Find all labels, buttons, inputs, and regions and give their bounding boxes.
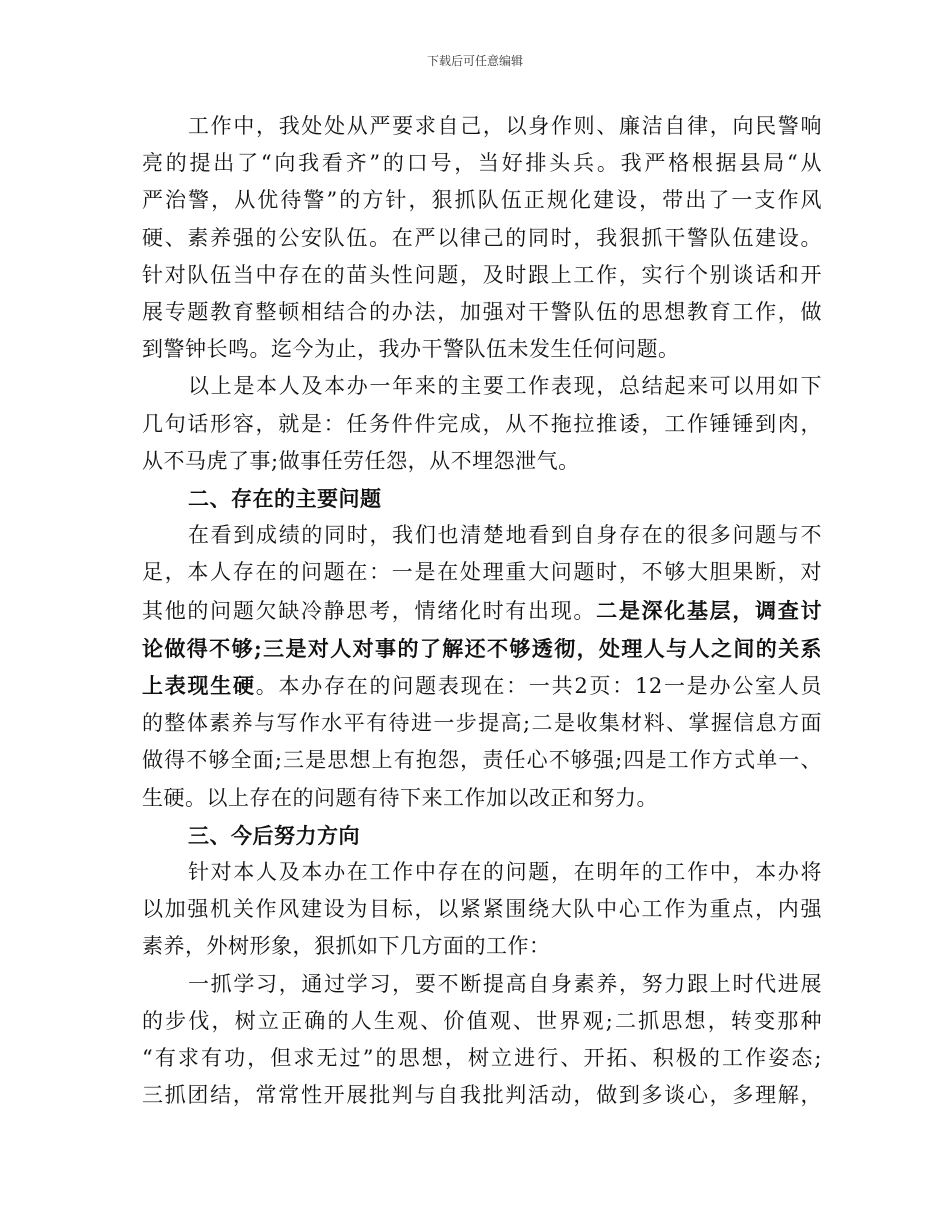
paragraph-line: 三抓团结，常常性开展批判与自我批判活动，做到多谈心，多理解， — [142, 1083, 822, 1108]
paragraph-line — [142, 667, 822, 705]
paragraph-line — [142, 592, 822, 630]
paragraph-line: 到警钟长鸣。迄今为止，我办干警队伍未发生任何问题。 — [142, 337, 680, 362]
paragraph-line: 针对队伍当中存在的苗头性问题，及时跟上工作，实行个别谈话和开 — [142, 262, 822, 287]
paragraph-line: 足，本人存在的问题在：一是在处理重大问题时，不够大胆果断，对 — [142, 560, 822, 585]
paragraph-line: 一抓学习，通过学习，要不断提高自身素养，努力跟上时代进展 — [188, 971, 822, 996]
paragraph-line: 亮的提出了“向我看齐”的口号，当好排头兵。我严格根据县局“从 — [142, 151, 822, 176]
paragraph-line: 展专题教育整顿相结合的办法，加强对干警队伍的思想教育工作，做 — [142, 300, 822, 325]
bold-text: 二是深化基层，调查讨 — [596, 597, 823, 623]
paragraph-line: 生硬。以上存在的问题有待下来工作加以改正和努力。 — [142, 785, 658, 810]
paragraph-line: 的步伐，树立正确的人生观、价值观、世界观;二抓思想，转变那种 — [142, 1008, 822, 1033]
paragraph-text: 其他的问题欠缺冷静思考，情绪化时有出现。 — [142, 598, 597, 623]
section-heading: 二、存在的主要问题 — [188, 486, 382, 512]
paragraph-line: 的整体素养与写作水平有待进一步提高;二是收集材料、掌握信息方面 — [142, 711, 822, 736]
paragraph-text: 。本办存在的问题表现在：一共2页：12一是办公室人员 — [255, 674, 822, 699]
bold-text: 上表现生硬 — [142, 673, 256, 699]
paragraph-line: 以上是本人及本办一年来的主要工作表现，总结起来可以用如下 — [188, 374, 822, 399]
section-heading: 三、今后努力方向 — [188, 822, 360, 848]
paragraph-line: 素养，外树形象，狠抓如下几方面的工作： — [142, 934, 551, 959]
paragraph-line: 做得不够全面;三是思想上有抱怨，责任心不够强;四是工作方式单一、 — [142, 748, 822, 773]
paragraph-line: 严治警，从优待警”的方针，狠抓队伍正规化建设，带出了一支作风 — [142, 188, 822, 213]
paragraph-line: “有求有功，但求无过”的思想，树立进行、开拓、积极的工作姿态; — [142, 1046, 822, 1071]
paragraph-line: 论做得不够;三是对人对事的了解还不够透彻，处理人与人之间的关系 — [142, 635, 822, 661]
paragraph-line: 几句话形容，就是：任务件件完成，从不拖拉推诿，工作锤锤到肉， — [142, 411, 822, 436]
paragraph-line: 工作中，我处处从严要求自己，以身作则、廉洁自律，向民警响 — [188, 114, 822, 138]
paragraph-line: 硬、素养强的公安队伍。在严以律己的同时，我狠抓干警队伍建设。 — [142, 225, 822, 250]
page-header: 下载后可任意编辑 — [426, 54, 523, 68]
paragraph-line: 以加强机关作风建设为目标，以紧紧围绕大队中心工作为重点，内强 — [142, 897, 822, 922]
paragraph-line: 针对本人及本办在工作中存在的问题，在明年的工作中，本办将 — [188, 860, 822, 885]
paragraph-line: 在看到成绩的同时，我们也清楚地看到自身存在的很多问题与不 — [188, 523, 822, 548]
document-body — [142, 108, 822, 1114]
paragraph-line: 从不马虎了事;做事任劳任怨，从不埋怨泄气。 — [142, 448, 580, 473]
